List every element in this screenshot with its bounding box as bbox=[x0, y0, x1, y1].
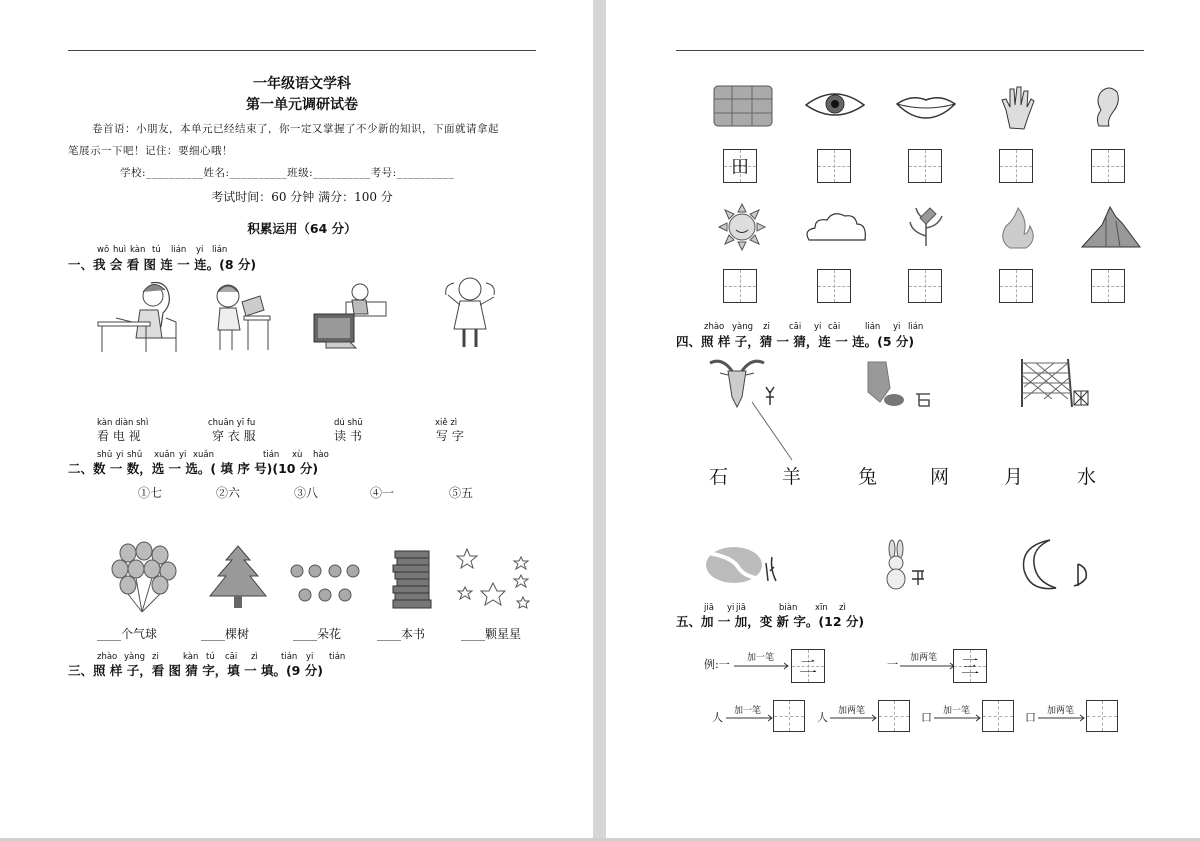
arrow bbox=[1038, 714, 1086, 722]
blank-balloons: ____个气球 bbox=[97, 627, 158, 641]
page-gap bbox=[593, 0, 606, 841]
answer-box[interactable] bbox=[817, 149, 851, 183]
answer-box[interactable] bbox=[1091, 149, 1125, 183]
option: ③八 bbox=[294, 486, 319, 500]
match-char: 兔 bbox=[858, 466, 878, 488]
balloons-illustration bbox=[108, 543, 178, 613]
pinyin: zì bbox=[251, 652, 258, 662]
answer-box[interactable] bbox=[1091, 269, 1125, 303]
answer-box[interactable] bbox=[982, 700, 1014, 732]
op-label: 加一笔 bbox=[943, 706, 971, 716]
cloud-picture bbox=[805, 212, 867, 242]
ear-picture bbox=[1093, 84, 1121, 130]
stars-illustration bbox=[455, 547, 535, 611]
hand-picture bbox=[1000, 86, 1034, 130]
answer-box[interactable] bbox=[773, 700, 805, 732]
pinyin: tián bbox=[329, 652, 346, 662]
water-picture bbox=[704, 543, 780, 587]
section-4-title: 四、照 样 子，猜 一 猜，连 一 连。(5 分) bbox=[676, 334, 915, 349]
match-char: 月 bbox=[1004, 466, 1024, 488]
section-2-title: 二、数 一 数，选 一 选。( 填 序 号)(10 分) bbox=[68, 461, 319, 476]
pinyin: kàn bbox=[130, 245, 146, 255]
example-label: 例:一 bbox=[704, 658, 730, 671]
match-char: 水 bbox=[1077, 466, 1097, 488]
op-label: 加两笔 bbox=[838, 706, 866, 716]
header-rule bbox=[676, 50, 1144, 51]
part-title: 积累运用（64 分） bbox=[247, 221, 357, 236]
example-start-char: 一 bbox=[887, 658, 898, 671]
pinyin: yàng bbox=[124, 652, 146, 662]
flowers-illustration bbox=[289, 561, 365, 607]
section-3-title: 三、照 样 子，看 图 猜 字，填 一 填。(9 分) bbox=[68, 663, 323, 678]
exam-subtitle: 第一单元调研试卷 bbox=[246, 97, 358, 113]
option: ⑤五 bbox=[449, 486, 474, 500]
pinyin: xù bbox=[292, 450, 303, 460]
writing-girl-illustration bbox=[96, 278, 182, 354]
pinyin: zi bbox=[763, 322, 770, 332]
intro-line-1: 卷首语：小朋友，本单元已经结束了，你一定又掌握了不少新的知识，下面就请拿起 bbox=[92, 123, 499, 135]
pinyin: cāi bbox=[828, 322, 841, 332]
blank-stars: ____颗星星 bbox=[461, 627, 522, 641]
pinyin: zhào bbox=[704, 322, 725, 332]
answer-box[interactable] bbox=[878, 700, 910, 732]
pinyin: lián bbox=[171, 245, 187, 255]
pinyin: yi bbox=[179, 450, 187, 460]
pinyin: tú bbox=[206, 652, 215, 662]
start-char: 人 bbox=[817, 711, 828, 724]
page-2 bbox=[606, 0, 1200, 838]
match-char: 网 bbox=[930, 466, 950, 488]
answer-box[interactable] bbox=[999, 269, 1033, 303]
start-char: 口 bbox=[1025, 711, 1036, 724]
arrow bbox=[830, 714, 878, 722]
word-hanzi: 写 字 bbox=[436, 429, 464, 443]
pinyin: tián bbox=[281, 652, 298, 662]
net-picture bbox=[1016, 357, 1092, 413]
reading-boy-illustration bbox=[210, 282, 276, 352]
section-1-title: 一、我 会 看 图 连 一 连。(8 分) bbox=[68, 257, 257, 272]
blank-books: ____本书 bbox=[377, 627, 426, 641]
pinyin: yi bbox=[814, 322, 822, 332]
trees-illustration bbox=[205, 544, 271, 610]
pinyin: lián bbox=[865, 322, 881, 332]
pinyin: jiā bbox=[736, 603, 746, 613]
pinyin: zhào bbox=[97, 652, 118, 662]
blank-flowers: ____朵花 bbox=[293, 627, 342, 641]
blank-trees: ____棵树 bbox=[201, 627, 250, 641]
pinyin: cāi bbox=[789, 322, 802, 332]
pinyin: zi bbox=[152, 652, 159, 662]
pinyin: zì bbox=[839, 603, 846, 613]
pinyin: shǔ bbox=[127, 450, 143, 460]
header-rule bbox=[68, 50, 536, 51]
op-label: 加一笔 bbox=[734, 706, 762, 716]
mouth-picture bbox=[895, 92, 957, 120]
word-hanzi: 穿 衣 服 bbox=[212, 429, 256, 443]
match-char: 石 bbox=[709, 466, 729, 488]
arrow bbox=[934, 714, 982, 722]
stone-picture bbox=[864, 358, 938, 408]
dressing-girl-illustration bbox=[440, 275, 500, 353]
pinyin: biàn bbox=[779, 603, 798, 613]
pinyin: yi bbox=[196, 245, 204, 255]
option: ②六 bbox=[216, 486, 241, 500]
pinyin: hào bbox=[313, 450, 329, 460]
pinyin: jiā bbox=[704, 603, 714, 613]
mountain-picture bbox=[1080, 205, 1142, 249]
word-pinyin: xiě zì bbox=[435, 418, 458, 428]
exam-title: 一年级语文学科 bbox=[253, 76, 351, 92]
field-picture bbox=[712, 84, 774, 128]
pinyin: yi bbox=[116, 450, 124, 460]
answer-box[interactable] bbox=[723, 269, 757, 303]
start-char: 人 bbox=[712, 711, 723, 724]
example-result-box bbox=[791, 649, 825, 683]
books-illustration bbox=[391, 549, 435, 611]
eye-picture bbox=[804, 88, 866, 122]
pinyin: tián bbox=[263, 450, 280, 460]
option: ④一 bbox=[370, 486, 395, 500]
pinyin: yàng bbox=[732, 322, 754, 332]
answer-box-sample bbox=[723, 149, 757, 183]
pinyin: kàn bbox=[183, 652, 199, 662]
example-result-char: 二 bbox=[799, 657, 817, 678]
page-1 bbox=[0, 0, 593, 838]
sample-char: 田 bbox=[731, 157, 749, 178]
fire-picture bbox=[999, 206, 1037, 250]
pinyin: yi bbox=[727, 603, 735, 613]
arrow bbox=[900, 662, 956, 670]
arrow bbox=[734, 662, 790, 670]
section-5-title: 五、加 一 加，变 新 字。(12 分) bbox=[676, 614, 865, 629]
pinyin: lián bbox=[212, 245, 228, 255]
op-label: 加两笔 bbox=[910, 653, 938, 663]
answer-box[interactable] bbox=[908, 269, 942, 303]
pinyin: huì bbox=[113, 245, 127, 255]
pinyin: shǔ bbox=[97, 450, 113, 460]
grain-picture bbox=[906, 206, 946, 248]
start-char: 口 bbox=[921, 711, 932, 724]
answer-box[interactable] bbox=[1086, 700, 1118, 732]
tv-watching-illustration bbox=[312, 280, 392, 352]
pinyin: tú bbox=[152, 245, 161, 255]
example-result-char: 三 bbox=[961, 657, 979, 678]
answer-box[interactable] bbox=[908, 149, 942, 183]
pinyin: cāi bbox=[225, 652, 238, 662]
match-line bbox=[736, 400, 796, 464]
op-label: 加一笔 bbox=[747, 653, 775, 663]
pinyin: yi bbox=[306, 652, 314, 662]
word-hanzi: 读 书 bbox=[334, 429, 362, 443]
pinyin: xuǎn bbox=[154, 450, 176, 460]
answer-box[interactable] bbox=[999, 149, 1033, 183]
pinyin: wǒ bbox=[97, 245, 110, 255]
option: ①七 bbox=[138, 486, 163, 500]
match-char: 羊 bbox=[782, 466, 802, 488]
exam-time: 考试时间：60 分钟 满分：100 分 bbox=[211, 190, 393, 204]
word-hanzi: 看 电 视 bbox=[97, 429, 141, 443]
pinyin: lián bbox=[908, 322, 924, 332]
rabbit-picture bbox=[878, 541, 930, 591]
example-result-box bbox=[953, 649, 987, 683]
sun-picture bbox=[719, 204, 765, 250]
intro-line-2: 笔展示一下吧！记住：要细心哦！ bbox=[68, 145, 233, 157]
word-pinyin: kàn diàn shì bbox=[97, 418, 149, 428]
moon-picture bbox=[1016, 538, 1094, 592]
pinyin: xuǎn bbox=[193, 450, 215, 460]
pinyin: yi bbox=[893, 322, 901, 332]
word-pinyin: chuān yī fu bbox=[208, 418, 256, 428]
pinyin: xīn bbox=[815, 603, 828, 613]
answer-box[interactable] bbox=[817, 269, 851, 303]
arrow bbox=[726, 714, 774, 722]
student-info-line: 学校:__________姓名:__________班级:__________考号:__________ bbox=[120, 167, 455, 179]
word-pinyin: dú shū bbox=[334, 418, 363, 428]
op-label: 加两笔 bbox=[1047, 706, 1075, 716]
